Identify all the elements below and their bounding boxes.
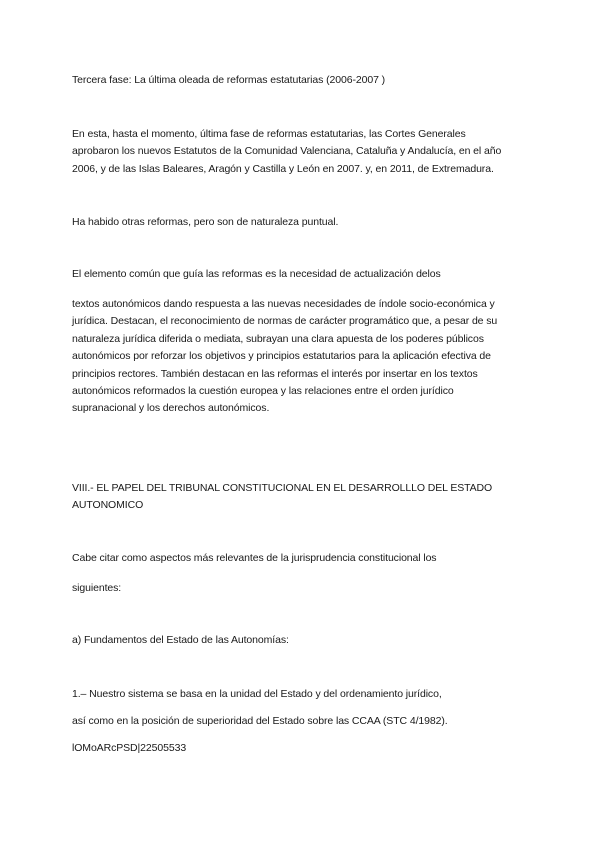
- paragraph-common-element-intro: El elemento común que guía las reformas es la necesidad de actualización delos: [72, 268, 441, 280]
- paragraph-line: principios rectores. También destacan en las reformas el interés por insertar en los textos: [72, 367, 478, 380]
- subheading-a: a) Fundamentos del Estado de las Autonomías:: [72, 634, 289, 646]
- phase-heading: Tercera fase: La última oleada de reformas estatutarias (2006-2007 ): [72, 74, 386, 86]
- paragraph-aspects-line: siguientes:: [72, 582, 122, 594]
- paragraph-line: autonómicos por reforzar los objetivos y principios estatutarios para la aplicación efectiva de: [72, 350, 491, 363]
- paragraph-line: naturaleza jurídica diferida o mediata, subrayan una clara apuesta de los poderes públicos: [72, 332, 484, 345]
- paragraph-line: supranacional y los derechos autonómicos.: [72, 402, 270, 415]
- paragraph-line: En esta, hasta el momento, última fase de reformas estatutarias, las Cortes Generales: [72, 128, 466, 140]
- paragraph-line: 2006, y de las Islas Baleares, Aragón y Castilla y León en 2007. y, en 2011, de Extremadura.: [72, 162, 494, 175]
- paragraph-phase: [72, 126, 534, 178]
- paragraph-line: autonómicos reformados la cuestión europea y las relaciones entre el orden jurídico: [72, 385, 454, 398]
- paragraph-line: jurídica. Destacan, el reconocimiento de normas de carácter programático que, a pesar de su: [72, 315, 498, 328]
- list-item-line: 1.– Nuestro sistema se basa en la unidad del Estado y del ordenamiento jurídico,: [72, 688, 442, 700]
- paragraph-common-element: [72, 296, 534, 418]
- paragraph-line: textos autonómicos dando respuesta a las nuevas necesidades de índole socio-económica y: [72, 298, 495, 310]
- paragraph-aspects-line: Cabe citar como aspectos más relevantes de la jurisprudencia constitucional los: [72, 552, 437, 564]
- document-id: lOMoARcPSD|22505533: [72, 742, 187, 754]
- list-item-line: así como en la posición de superioridad del Estado sobre las CCAA (STC 4/1982).: [72, 715, 448, 727]
- paragraph-line: aprobaron los nuevos Estatutos de la Comunidad Valenciana, Cataluña y Andalucía, en el año: [72, 145, 502, 158]
- section-heading-line: AUTONOMICO: [72, 499, 144, 511]
- section-heading: [72, 480, 534, 514]
- section-heading-line: VIII.- EL PAPEL DEL TRIBUNAL CONSTITUCIONAL EN EL DESARROLLLO DEL ESTADO: [72, 482, 493, 494]
- paragraph-other-reforms: Ha habido otras reformas, pero son de naturaleza puntual.: [72, 216, 339, 228]
